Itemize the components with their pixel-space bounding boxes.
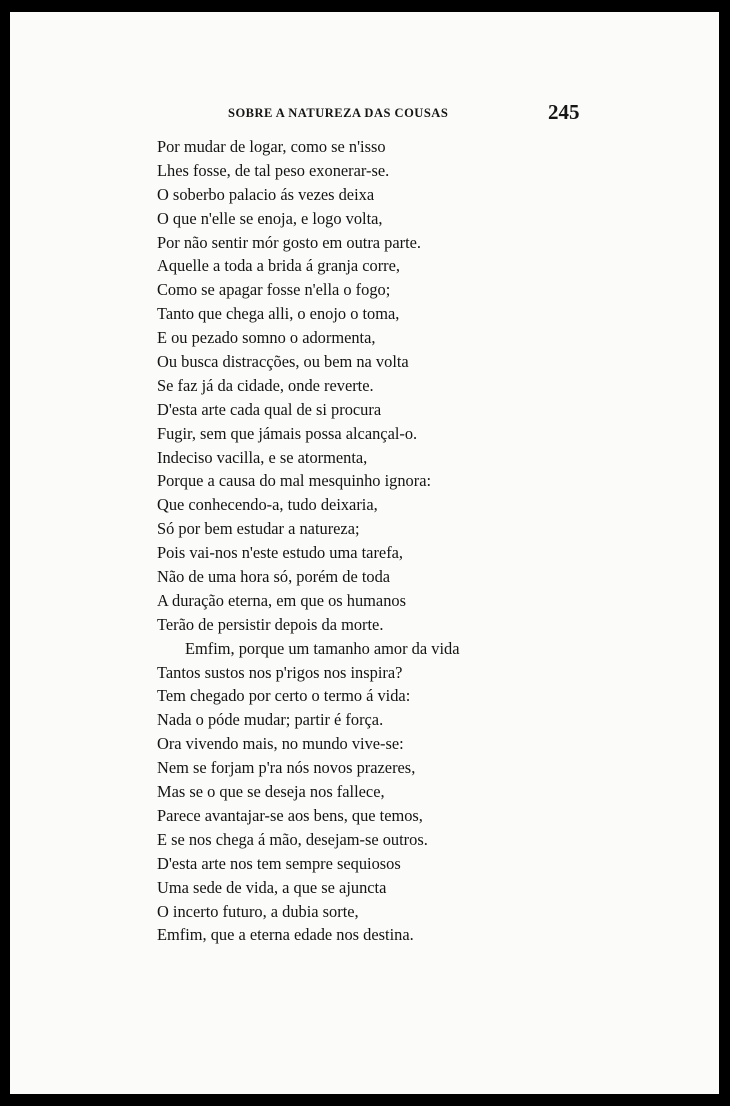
verse-line: Como se apagar fosse n'ella o fogo; xyxy=(157,280,391,300)
verse-line: Ora vivendo mais, no mundo vive-se: xyxy=(157,734,404,754)
page-header xyxy=(10,102,719,124)
verse-line: O que n'elle se enoja, e logo volta, xyxy=(157,208,383,228)
verse-line: Por não sentir mór gosto em outra parte. xyxy=(157,232,422,252)
verse-line: Pois vai-nos n'este estudo uma tarefa, xyxy=(157,543,404,563)
verse-line: O soberbo palacio ás vezes deixa xyxy=(157,184,375,204)
verse-line: Emfim, porque um tamanho amor da vida xyxy=(185,638,460,658)
verse-line: Lhes fosse, de tal peso exonerar-se. xyxy=(157,160,390,180)
poem-verses xyxy=(157,135,459,947)
verse-line: Terão de persistir depois da morte. xyxy=(157,614,384,634)
verse-line: Parece avantajar-se aos bens, que temos, xyxy=(157,805,423,825)
verse-line: Ou busca distracções, ou bem na volta xyxy=(157,352,409,372)
verse-line: Tantos sustos nos p'rigos nos inspira? xyxy=(157,662,403,682)
verse-line: Fugir, sem que jámais possa alcançal-o. xyxy=(157,423,418,443)
verse-line: D'esta arte nos tem sempre sequiosos xyxy=(157,853,401,873)
verse-line: O incerto futuro, a dubia sorte, xyxy=(157,901,359,921)
verse-line: Aquelle a toda a brida á granja corre, xyxy=(157,256,401,276)
verse-line: Se faz já da cidade, onde reverte. xyxy=(157,375,374,395)
verse-line: Por mudar de logar, como se n'isso xyxy=(157,137,386,156)
verse-line: A duração eterna, em que os humanos xyxy=(157,590,406,610)
verse-line: Mas se o que se deseja nos fallece, xyxy=(157,782,385,802)
verse-line: Que conhecendo-a, tudo deixaria, xyxy=(157,495,378,515)
verse-line: Tanto que chega alli, o enojo o toma, xyxy=(157,304,400,324)
verse-line: E se nos chega á mão, desejam-se outros. xyxy=(157,829,428,849)
verse-line: Não de uma hora só, porém de toda xyxy=(157,567,391,587)
verse-line: Uma sede de vida, a que se ajuncta xyxy=(157,877,387,897)
verse-line: E ou pezado somno o adormenta, xyxy=(157,328,376,348)
verse-line: Emfim, que a eterna edade nos destina. xyxy=(157,925,414,945)
verse-line: D'esta arte cada qual de si procura xyxy=(157,399,382,419)
verse-line: Indeciso vacilla, e se atormenta, xyxy=(157,447,368,467)
verse-line: Tem chegado por certo o termo á vida: xyxy=(157,686,411,706)
book-page xyxy=(10,12,719,1094)
verse-line: Nada o póde mudar; partir é força. xyxy=(157,710,384,730)
verse-line: Nem se forjam p'ra nós novos prazeres, xyxy=(157,758,416,778)
verse-line: Só por bem estudar a natureza; xyxy=(157,519,360,539)
page-number: 245 xyxy=(548,100,580,124)
running-title: SOBRE A NATUREZA DAS COUSAS xyxy=(228,106,449,120)
verse-line: Porque a causa do mal mesquinho ignora: xyxy=(157,471,432,491)
